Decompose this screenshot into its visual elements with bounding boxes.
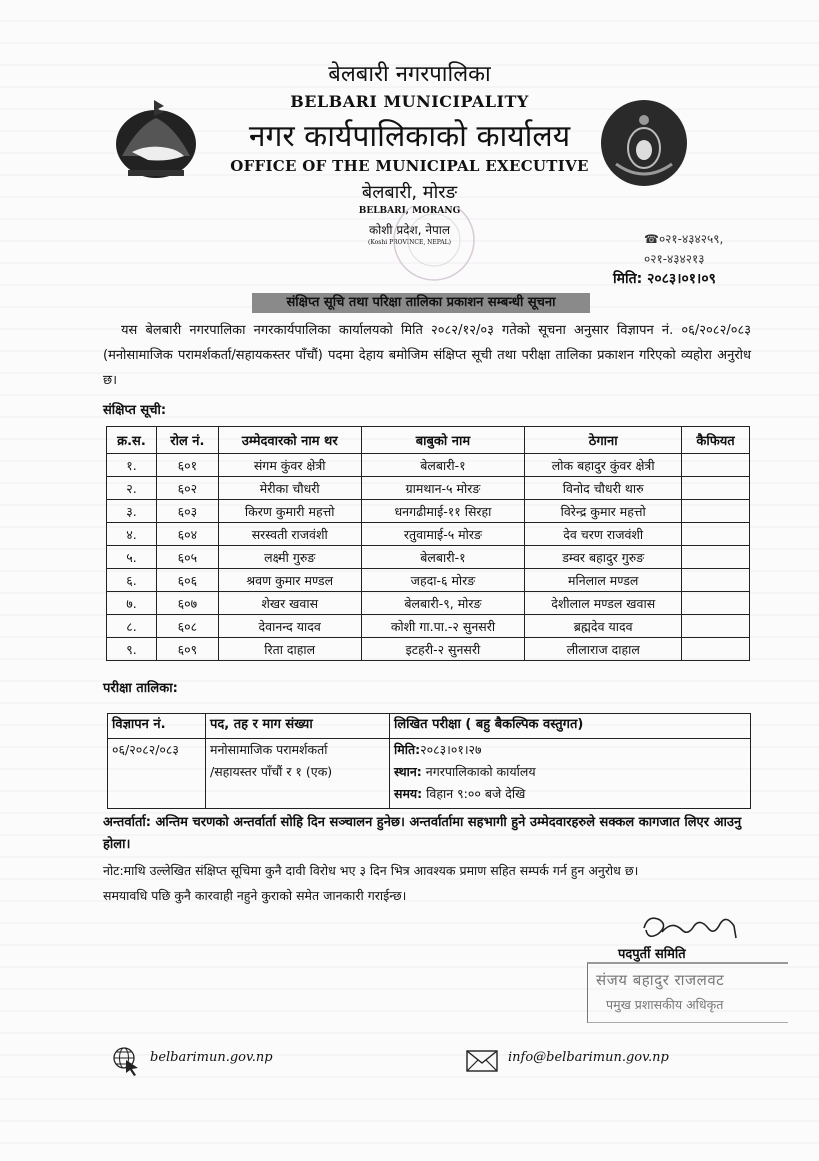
cell-candidate: श्रवण कुमार मण्डल: [218, 569, 361, 592]
office-seal-stamp: [372, 206, 482, 288]
col-post: पद, तह र माग संख्या: [206, 714, 390, 739]
cell-remarks: [682, 638, 750, 661]
exam-schedule-heading: परीक्षा तालिका:: [103, 681, 178, 696]
exam-date-label: मिति:: [394, 742, 421, 757]
post-line-1: मनोसामाजिक परामर्शकर्ता: [210, 742, 328, 757]
cell-candidate: शेखर खवास: [218, 592, 361, 615]
table-row: [107, 500, 750, 523]
signature-mark: [638, 910, 748, 944]
exam-details: [390, 739, 751, 809]
notice-body: यस बेलबारी नगरपालिका नगरकार्यपालिका कार्यालयको मिति २०८२/१२/०३ गतेको सूचना अनुसार विज्ञापन नं. ०६/२०८२/०८३ (मनोसामाजिक परामर्शकर्ता/सहायकस्तर पाँचौं) पदमा देहाय बमोजिम संक्षिप्त सूची तथा परीक्षा तालिका प्रकाशन गरिएको व्यहोरा अनुरोध छ।: [103, 323, 751, 388]
cell-father: जहदा-६ मोरङ: [361, 569, 525, 592]
cell-candidate: किरण कुमारी महत्तो: [218, 500, 361, 523]
exam-date: [394, 739, 746, 761]
cell-roll: ६०८: [156, 615, 218, 638]
cell-father: बेलबारी-१: [361, 454, 525, 477]
cell-candidate: संगम कुंवर क्षेत्री: [218, 454, 361, 477]
table-row: [107, 477, 750, 500]
website-link[interactable]: belbarimun.gov.np: [150, 1050, 273, 1065]
exam-schedule-table: [107, 713, 751, 809]
cell-father: बेलबारी-९, मोरङ: [361, 592, 525, 615]
exam-time: [394, 783, 746, 805]
cell-roll: ६०१: [156, 454, 218, 477]
col-father: बाबुको नाम: [361, 427, 525, 454]
cell-father: इटहरी-२ सुनसरी: [361, 638, 525, 661]
cell-serial: ९.: [107, 638, 157, 661]
cell-serial: ३.: [107, 500, 157, 523]
col-address: ठेगाना: [525, 427, 682, 454]
cell-serial: ७.: [107, 592, 157, 615]
cell-candidate: सरस्वती राजवंशी: [218, 523, 361, 546]
cell-address: देव चरण राजवंशी: [525, 523, 682, 546]
cell-remarks: [682, 454, 750, 477]
note: [103, 858, 783, 908]
table-row: [107, 546, 750, 569]
cell-address: मनिलाल मण्डल: [525, 569, 682, 592]
municipality-name-np: बेलबारी नगरपालिका: [328, 62, 491, 87]
table-row: [107, 569, 750, 592]
office-name-np: नगर कार्यपालिकाको कार्यालय: [248, 119, 571, 154]
col-written-exam: लिखित परीक्षा ( बहु बैकल्पिक वस्तुगत): [390, 714, 751, 739]
office-name-en: OFFICE OF THE MUNICIPAL EXECUTIVE: [230, 157, 589, 175]
cell-remarks: [682, 546, 750, 569]
cell-remarks: [682, 569, 750, 592]
cell-father: बेलबारी-१: [361, 546, 525, 569]
cell-candidate: देवानन्द यादव: [218, 615, 361, 638]
cell-serial: २.: [107, 477, 157, 500]
cell-address: देशीलाल मण्डल खवास: [525, 592, 682, 615]
phone-numbers: [644, 229, 723, 269]
municipality-name-en: BELBARI MUNICIPALITY: [290, 92, 529, 111]
exam-date-value: २०८३।०१।२७: [420, 742, 482, 757]
shortlist-header-row: [107, 427, 750, 454]
cell-roll: ६०५: [156, 546, 218, 569]
notice-title: संक्षिप्त सूचि तथा परिक्षा तालिका प्रकाशन सम्बन्धी सूचना: [252, 293, 590, 313]
col-remarks: कैफियत: [682, 427, 750, 454]
cell-serial: १.: [107, 454, 157, 477]
table-row: [107, 523, 750, 546]
cell-candidate: मेरीका चौधरी: [218, 477, 361, 500]
cell-candidate: लक्ष्मी गुरुङ: [218, 546, 361, 569]
cell-serial: ८.: [107, 615, 157, 638]
col-serial: क्र.स.: [107, 427, 157, 454]
cell-serial: ४.: [107, 523, 157, 546]
officer-stamp: [587, 962, 788, 1023]
exam-post: [206, 739, 390, 809]
cell-address: विनोद चौधरी थारु: [525, 477, 682, 500]
cell-address: लोक बहादुर कुंवर क्षेत्री: [525, 454, 682, 477]
province-np: कोशी प्रदेश, नेपाल: [368, 223, 451, 237]
cell-remarks: [682, 615, 750, 638]
exam-venue: [394, 761, 746, 783]
cell-address: लीलाराज दाहाल: [525, 638, 682, 661]
envelope-icon: [466, 1050, 498, 1072]
phone-2: ०२१-४३४२१३: [644, 252, 705, 266]
cell-remarks: [682, 592, 750, 615]
province-en: (Koshi PROVINCE, NEPAL): [368, 239, 451, 246]
exam-venue-value: नगरपालिकाको कार्यालय: [421, 764, 536, 779]
note-line-1: नोट:माथि उल्लेखित संक्षिप्त सूचिमा कुनै दावी विरोध भए ३ दिन भित्र आवश्यक प्रमाण सहित सम्पर्क गर्न हुन अनुरोध छ।: [103, 863, 639, 878]
cell-roll: ६०४: [156, 523, 218, 546]
cell-remarks: [682, 500, 750, 523]
interview-note: अन्तर्वार्ता: अन्तिम चरणको अन्तर्वार्ता सोहि दिन सञ्चालन हुनेछ। अन्तर्वार्तामा सहभागी हुने उम्मेदवारहरुले सक्कल कागजात लिएर आउनु होला।: [103, 815, 742, 852]
exam-time-label: समय:: [394, 786, 423, 801]
cell-father: रतुवामाई-५ मोरङ: [361, 523, 525, 546]
cell-serial: ६.: [107, 569, 157, 592]
cell-address: डम्वर बहादुर गुरुङ: [525, 546, 682, 569]
exam-header-row: [108, 714, 751, 739]
exam-ad-no: [108, 739, 206, 809]
cell-address: ब्रह्मदेव यादव: [525, 615, 682, 638]
exam-time-value: विहान ९:०० बजे देखि: [422, 786, 526, 801]
globe-cursor-icon: [112, 1046, 140, 1076]
table-row: [107, 454, 750, 477]
table-row: [107, 615, 750, 638]
shortlist-table: [106, 426, 750, 661]
officer-name: संजय बहादुर राजलवट: [596, 971, 725, 989]
col-roll: रोल नं.: [156, 427, 218, 454]
ad-no-value: ०६/२०८२/०८३: [112, 742, 179, 757]
committee-name: पदपुर्ती समिति: [618, 947, 686, 962]
cell-roll: ६०३: [156, 500, 218, 523]
table-row: [107, 592, 750, 615]
cell-remarks: [682, 523, 750, 546]
shortlist-heading: संक्षिप्त सूची:: [103, 403, 167, 418]
cell-roll: ६०७: [156, 592, 218, 615]
cell-father: धनगढीमाई-११ सिरहा: [361, 500, 525, 523]
cell-address: विरेन्द्र कुमार महत्तो: [525, 500, 682, 523]
note-line-2: समयावधि पछि कुनै कारवाही नहुने कुराको समेत जानकारी गराईन्छ।: [103, 888, 407, 903]
table-row: [107, 638, 750, 661]
cell-roll: ६०९: [156, 638, 218, 661]
col-ad-no: विज्ञापन नं.: [108, 714, 206, 739]
notice-date: मिति: २०८३।०१।०९: [613, 271, 716, 287]
location-en: BELBARI, MORANG: [358, 206, 461, 216]
location-np: बेलबारी, मोरङ: [361, 182, 458, 203]
cell-serial: ५.: [107, 546, 157, 569]
municipality-logo-icon: [598, 98, 690, 188]
cell-father: कोशी गा.पा.-२ सुनसरी: [361, 615, 525, 638]
col-candidate: उम्मेदवारको नाम थर: [218, 427, 361, 454]
cell-candidate: रिता दाहाल: [218, 638, 361, 661]
officer-title: पमुख प्रशासकीय अधिकृत: [606, 997, 724, 1012]
post-line-2: /सहायस्तर पाँचौं र १ (एक): [210, 764, 333, 779]
cell-roll: ६०६: [156, 569, 218, 592]
exam-venue-label: स्थान:: [394, 764, 422, 779]
cell-roll: ६०२: [156, 477, 218, 500]
exam-row: [108, 739, 751, 809]
cell-father: ग्रामथान-५ मोरङ: [361, 477, 525, 500]
email-link[interactable]: info@belbarimun.gov.np: [508, 1050, 669, 1065]
cell-remarks: [682, 477, 750, 500]
phone-1: ☎०२१-४३४२५९,: [644, 232, 724, 246]
